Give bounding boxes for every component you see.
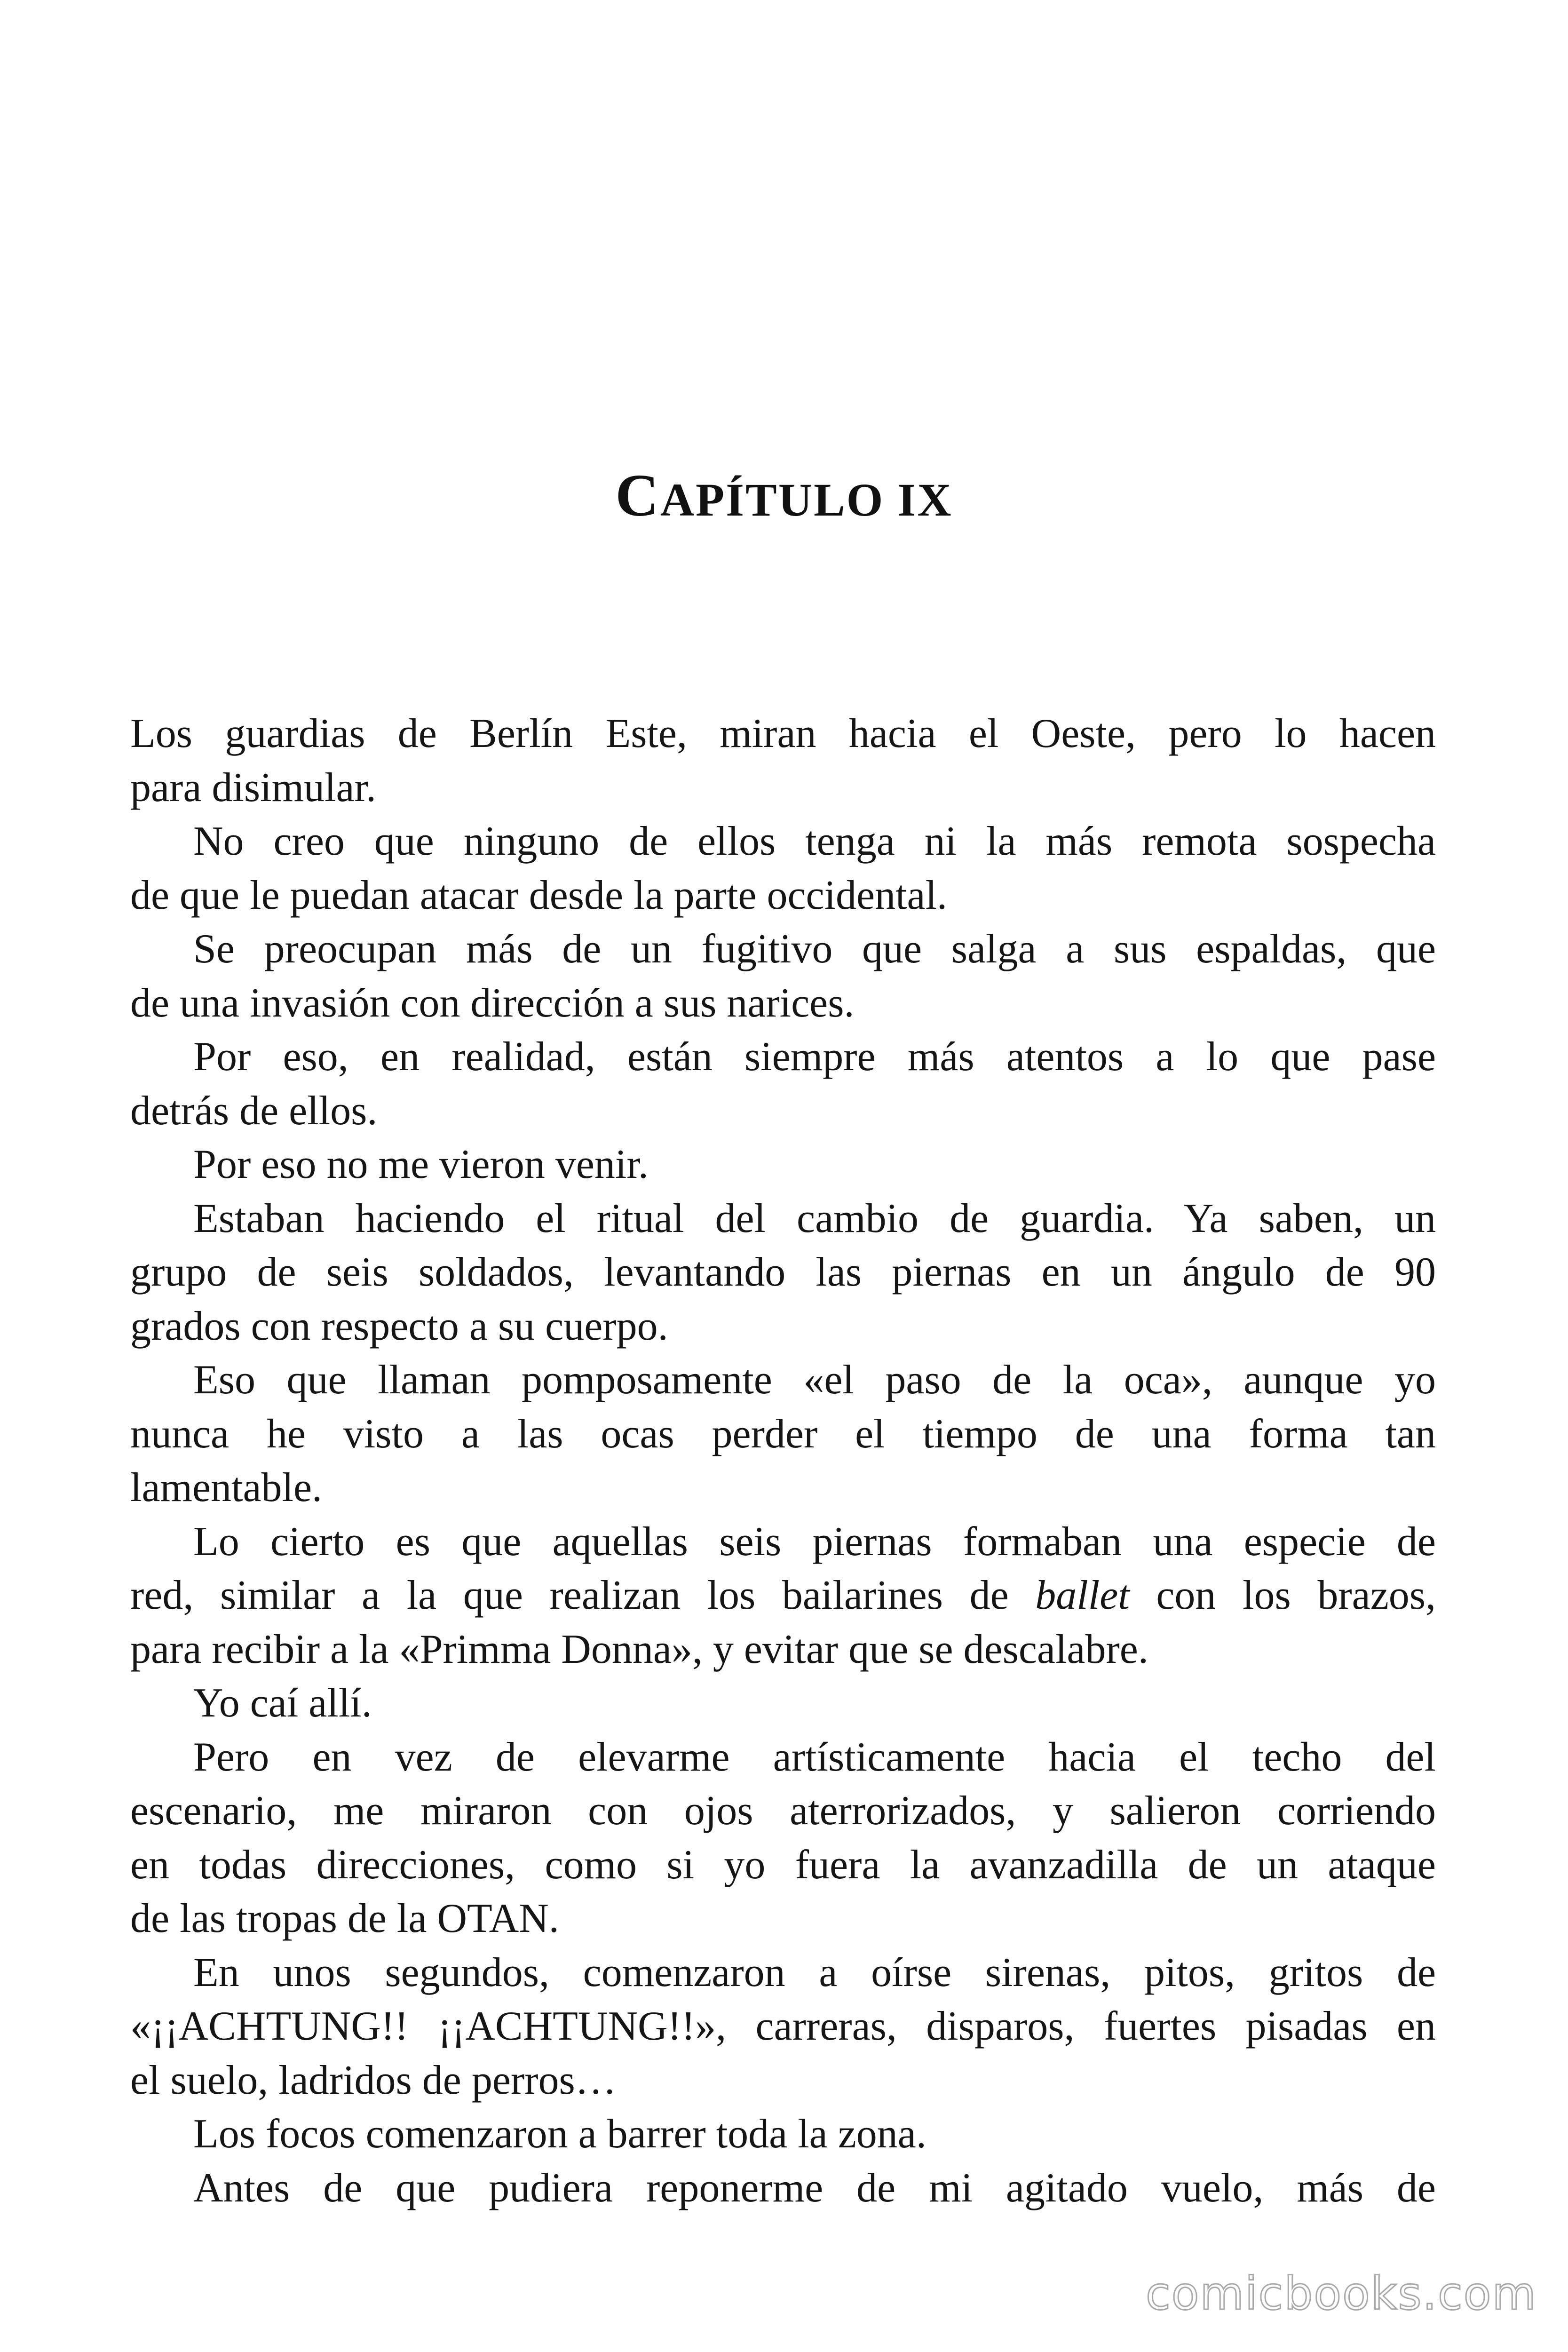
paragraph [130, 1731, 1436, 1946]
text-line: de las tropas de la OTAN. [130, 1896, 559, 1941]
text-line: en todas direcciones, como si yo fuera la avanzadilla de un ataque [130, 1842, 1436, 1888]
text-line: No creo que ninguno de ellos tenga ni la más remota sospecha [193, 818, 1436, 864]
paragraph [130, 2161, 1436, 2216]
paragraph [130, 1677, 1436, 1731]
text-segment: red, similar a la que realizan los bailarines de [130, 1573, 1036, 1618]
text-line: lamentable. [130, 1465, 323, 1510]
text-line: grupo de seis soldados, levantando las piernas en un ángulo de 90 [130, 1249, 1436, 1295]
text-line: detrás de ellos. [130, 1088, 378, 1134]
paragraph [130, 1030, 1436, 1138]
text-line: escenario, me miraron con ojos aterrorizados, y salieron corriendo [130, 1788, 1436, 1834]
text-line: Por eso no me vieron venir. [193, 1142, 649, 1187]
paragraph [130, 1138, 1436, 1192]
text-line: nunca he visto a las ocas perder el tiempo de una forma tan [130, 1411, 1436, 1457]
text-line [130, 1569, 1436, 1623]
text-line: el suelo, ladridos de perros… [130, 2057, 617, 2103]
paragraph [130, 707, 1436, 815]
text-line: Eso que llaman pomposamente «el paso de la oca», aunque yo [193, 1357, 1436, 1403]
text-line: grados con respecto a su cuerpo. [130, 1303, 668, 1349]
paragraph [130, 815, 1436, 922]
text-line: Los guardias de Berlín Este, miran hacia el Oeste, pero lo hacen [130, 711, 1436, 756]
text-line: Antes de que pudiera reponerme de mi agitado vuelo, más de [193, 2165, 1436, 2211]
text-line: Pero en vez de elevarme artísticamente hacia el techo del [193, 1734, 1436, 1780]
text-line: de una invasión con dirección a sus narices. [130, 980, 855, 1026]
paragraph [130, 1192, 1436, 1354]
text-segment: con los brazos, [1129, 1573, 1436, 1618]
text-line: de que le puedan atacar desde la parte occidental. [130, 872, 948, 918]
paragraph [130, 1515, 1436, 1677]
text-line: Los focos comenzaron a barrer toda la zona. [193, 2111, 927, 2157]
text-line: para disimular. [130, 764, 376, 810]
chapter-body [130, 707, 1436, 2215]
chapter-title: CAPÍTULO IX [615, 462, 953, 529]
text-line: para recibir a la «Primma Donna», y evitar que se descalabre. [130, 1626, 1148, 1672]
text-line: Estaban haciendo el ritual del cambio de guardia. Ya saben, un [193, 1195, 1436, 1241]
text-line: Se preocupan más de un fugitivo que salga a sus espaldas, que [193, 926, 1436, 972]
watermark: comicbooks.com [1145, 2267, 1537, 2320]
paragraph [130, 922, 1436, 1030]
text-line: Por eso, en realidad, están siempre más atentos a lo que pase [193, 1034, 1436, 1080]
text-line: Yo caí allí. [193, 1680, 372, 1726]
paragraph [130, 1353, 1436, 1515]
text-line: Lo cierto es que aquellas seis piernas formaban una especie de [193, 1518, 1436, 1565]
paragraph [130, 2107, 1436, 2161]
text-line: «¡¡ACHTUNG!! ¡¡ACHTUNG!!», carreras, disparos, fuertes pisadas en [130, 2003, 1436, 2049]
text-line: En unos segundos, comenzaron a oírse sirenas, pitos, gritos de [193, 1949, 1436, 1995]
paragraph [130, 1946, 1436, 2108]
italic-word: ballet [1035, 1573, 1130, 1618]
